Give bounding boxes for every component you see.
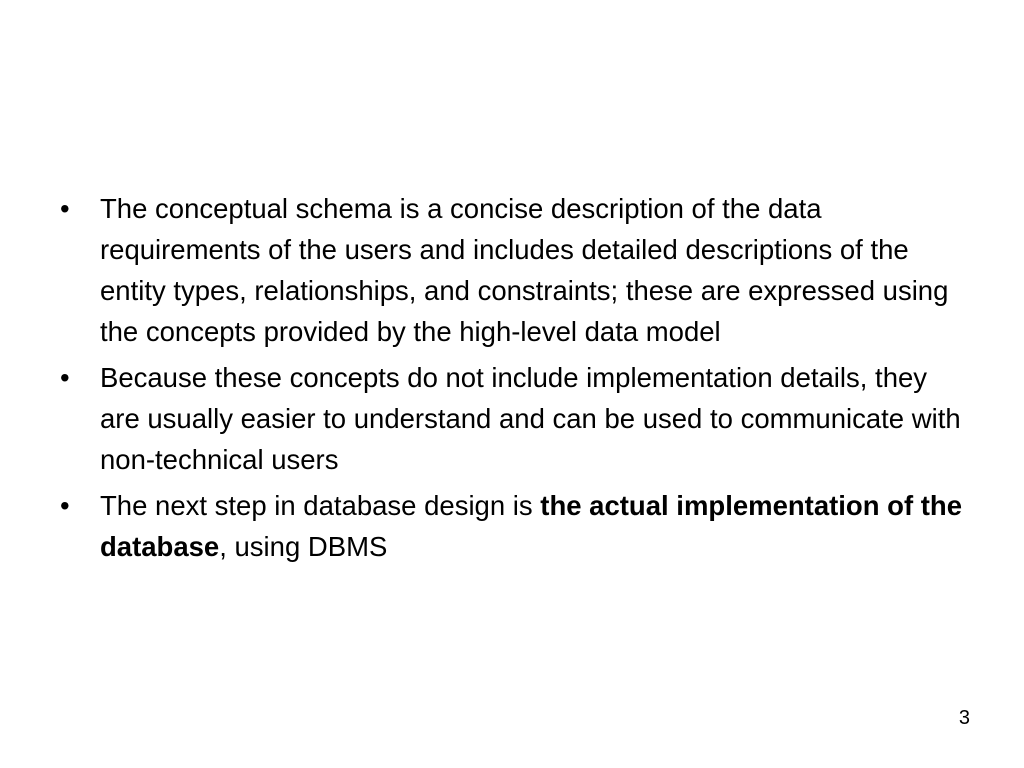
bullet-marker: • (60, 362, 70, 393)
bullet-text-before: The next step in database design is (100, 490, 541, 521)
bullet-item-implementation-details (60, 357, 970, 480)
bullet-marker: • (60, 490, 70, 521)
bullet-item-next-step (60, 485, 970, 567)
bullet-text: Because these concepts do not include implementation details, they are usually easier to understand and can be used to communicate with non-technical users (100, 362, 961, 475)
bullet-text-after: , using DBMS (219, 531, 388, 562)
bullet-text: The conceptual schema is a concise description of the data requirements of the users and includes detailed descriptions of the entity types, relationships, and constraints; these are expressed using the concepts provided by the high-level data model (100, 193, 949, 347)
bullet-list (60, 188, 970, 572)
bullet-marker: • (60, 193, 70, 224)
slide-number: 3 (958, 707, 970, 729)
bullet-item-conceptual-schema (60, 188, 970, 352)
bullet-text-emphasis: the actual implementation of the database (100, 490, 963, 562)
